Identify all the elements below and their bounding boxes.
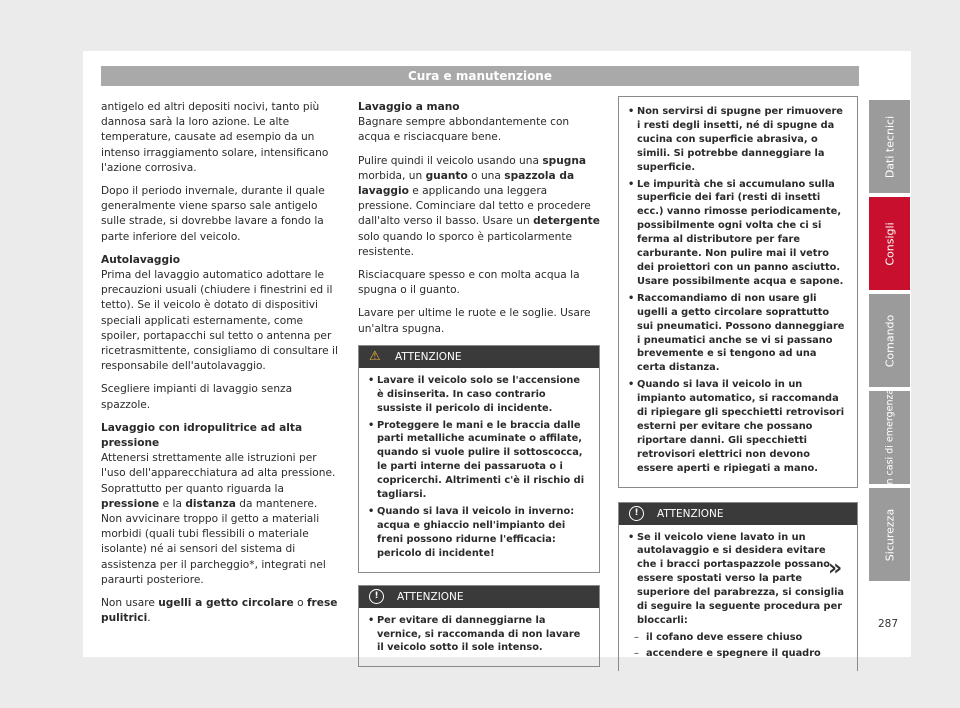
paragraph: Lavare per ultime le ruote e le soglie. Usare un'altra spugna. <box>358 307 591 335</box>
paragraph: Risciacquare spesso e con molta acqua la spugna o il guanto. <box>358 269 580 297</box>
warning-triangle-icon: ⚠ <box>369 348 381 364</box>
caution-box-header <box>619 503 857 525</box>
warning-box-body <box>359 368 599 572</box>
caution-box-continued <box>618 96 858 488</box>
tab-sicurezza[interactable]: Sicurezza <box>869 488 910 581</box>
paragraph: Prima del lavaggio automatico adottare le precauzioni usuali (chiudere i finestrini ed il tetto). Se il veicolo è dotato di dispositivi speciali applicati esternamente, come spoiler, portapacchi sul tetto o antenna per ricetrasmittente, consigliamo di consultare il responsabile dell'autolavaggio. <box>101 269 338 373</box>
list-item: • Se il veicolo viene lavato in un autolavaggio e si desidera evitare che i bracci portaspazzole possano essere spostati verso la parte superiore del parabrezza, si consiglia di seguire la seguente procedura per bloccarli: <box>628 531 848 628</box>
warning-box-header <box>359 346 599 368</box>
caution-box <box>618 502 858 671</box>
paragraph: Scegliere impianti di lavaggio senza spazzole. <box>101 383 293 411</box>
caution-box-body <box>619 97 857 487</box>
column-1 <box>101 100 341 635</box>
list-subitem: – accendere e spegnere il quadro <box>628 647 848 661</box>
paragraph: Non usare ugelli a getto circolare o frese pulitrici. <box>101 597 338 625</box>
caution-title: ATTENZIONE <box>657 507 724 520</box>
paragraph: Attenersi strettamente alle istruzioni per l'uso dell'apparecchiatura ad alta pressione. Soprattutto per quanto riguarda la pressione e la distanza da mantenere. Non avvicinare troppo il getto a materiali morbidi (quali tubi flessibili o materiale isolante) né ai sensori del sistema di assistenza per il parcheggio*, integrati nel paraurti posteriore. <box>101 452 336 586</box>
warning-title: ATTENZIONE <box>395 350 462 363</box>
list-item: • Quando si lava il veicolo in inverno: acqua e ghiaccio nell'impianto dei freni possono ridurne l'efficacia: pericolo di incidente! <box>368 505 590 561</box>
continue-arrow-icon: » <box>828 556 843 581</box>
list-item: • Raccomandiamo di non usare gli ugelli a getto circolare soprattutto sui pneumatici. Possono danneggiare i pneumatici anche se vi si passano brevemente e si tengono ad una certa distanza. <box>628 292 848 375</box>
paragraph: Pulire quindi il veicolo usando una spugna morbida, un guanto o una spazzola da lavaggio e applicando una leggera pressione. Cominciare dal tetto e procedere dall'alto verso il basso. Usare un detergente solo quando lo sporco è particolarmente resistente. <box>358 154 600 258</box>
list-item: • Per evitare di danneggiarne la vernice, si raccomanda di non lavare il veicolo sotto il sole intenso. <box>368 614 590 656</box>
warning-box <box>358 345 600 573</box>
list-subitem: – il cofano deve essere chiuso <box>628 631 848 645</box>
tab-comando[interactable]: Comando <box>869 294 910 387</box>
column-2 <box>358 100 600 679</box>
page-number: 287 <box>878 618 899 630</box>
caution-box-header <box>359 586 599 608</box>
list-item: • Le impurità che si accumulano sulla superficie dei fari (resti di insetti ecc.) vanno rimosse periodicamente, possibilmente ogni volta che ci si ferma al distributore per fare carburante. Non pulire mai il vetro dei proiettori con un panno asciutto. Usare possibilmente acqua e sapone. <box>628 178 848 289</box>
list-item: • Non servirsi di spugne per rimuovere i resti degli insetti, né di spugne da cucina con superficie abrasiva, o simili. Si potrebbe danneggiare la superficie. <box>628 105 848 175</box>
list-item: • Quando si lava il veicolo in un impianto automatico, si raccomanda di ripiegare gli specchietti retrovisori esterni per evitare che possano riportare danni. Gli specchietti retrovisori elettrici non devono essere aperti e ripiegati a mano. <box>628 378 848 475</box>
section-header: Cura e manutenzione <box>101 66 859 86</box>
caution-title: ATTENZIONE <box>397 590 464 603</box>
caution-box-body <box>359 608 599 667</box>
tab-dati-tecnici[interactable]: Dati tecnici <box>869 100 910 193</box>
list-item: • Lavare il veicolo solo se l'accensione è disinserita. In caso contrario sussiste il pericolo di incidente. <box>368 374 590 416</box>
tab-in-casi-di-emergenza[interactable]: In casi di emergenza <box>869 391 910 484</box>
info-circle-icon: ! <box>629 506 644 521</box>
info-circle-icon: ! <box>369 589 384 604</box>
heading-lavaggio-a-mano: Lavaggio a mano <box>358 101 460 113</box>
caution-box-body <box>619 525 857 671</box>
paragraph: Bagnare sempre abbondantemente con acqua e risciacquare bene. <box>358 116 570 144</box>
paragraph: Dopo il periodo invernale, durante il quale generalmente viene sparso sale antigelo sulle strade, si dovrebbe lavare a fondo la parte inferiore del veicolo. <box>101 185 325 243</box>
tab-consigli[interactable]: Consigli <box>869 197 910 290</box>
column-3 <box>618 96 858 683</box>
list-item: • Proteggere le mani e le braccia dalle parti metalliche acuminate o affilate, quando si vuole pulire il sottoscocca, le parti interne dei passaruota o i copricerchi. Altrimenti c'è il rischio di tagliarsi. <box>368 419 590 502</box>
paragraph: antigelo ed altri depositi nocivi, tanto più dannosa sarà la loro azione. Le alte temperature, causate ad esempio da un intenso irraggiamento solare, intensificano l'azione corrosiva. <box>101 101 329 174</box>
heading-idropulitrice: Lavaggio con idropulitrice ad alta pressione <box>101 421 303 450</box>
caution-box <box>358 585 600 668</box>
heading-autolavaggio: Autolavaggio <box>101 253 180 266</box>
